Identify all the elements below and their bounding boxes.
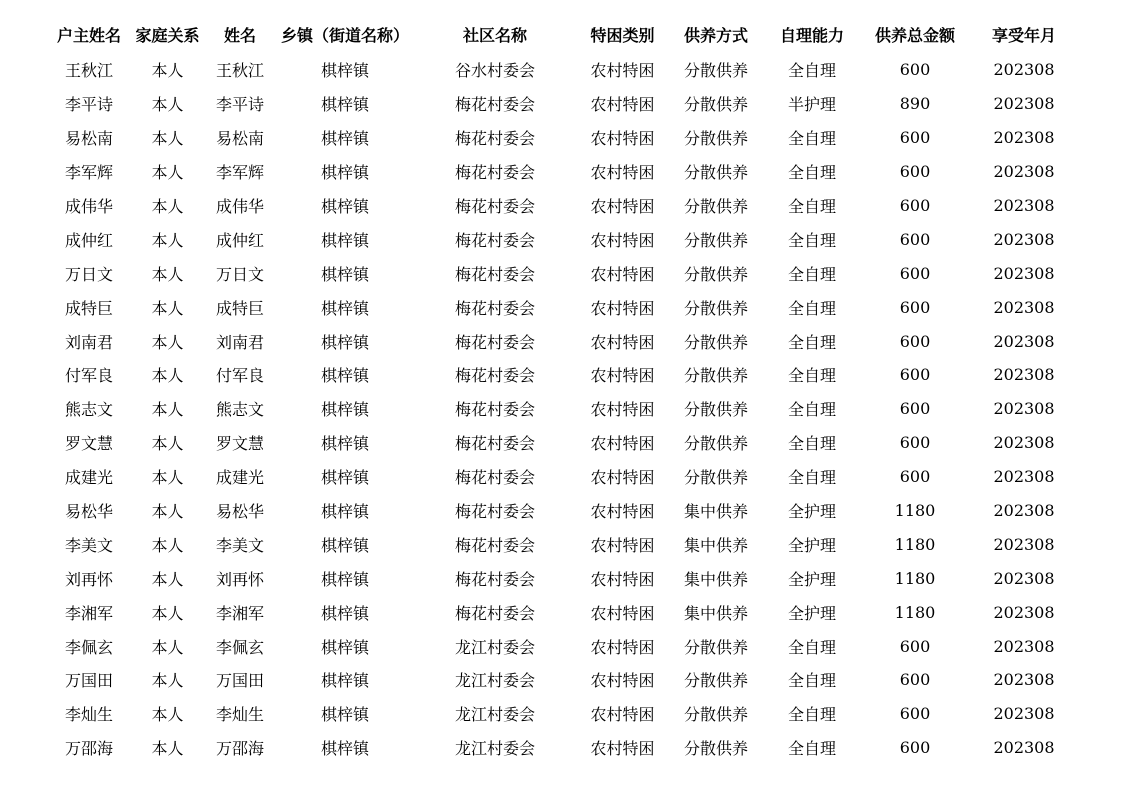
column-header-household_head_name: 户主姓名: [56, 26, 121, 45]
cell-total_support_amount: 600: [899, 433, 931, 453]
cell-poverty_category: 农村特困: [590, 468, 655, 488]
cell-family_relation: 本人: [151, 434, 184, 454]
cell-total_support_amount: 600: [899, 128, 931, 148]
column-header-community_name: 社区名称: [462, 26, 527, 45]
cell-poverty_category: 农村特困: [590, 163, 655, 183]
column-header-name: 姓名: [223, 26, 256, 45]
cell-name: 李军辉: [215, 163, 264, 183]
cell-name: 万国田: [215, 671, 264, 691]
cell-household_head_name: 熊志文: [64, 400, 113, 420]
table-row: [48, 629, 1080, 663]
cell-household_head_name: 易松华: [64, 502, 113, 522]
cell-poverty_category: 农村特困: [590, 230, 655, 250]
column-header-total_support_amount: 供养总金额: [874, 26, 955, 45]
cell-self_care_ability: 全护理: [787, 535, 836, 555]
cell-township_street_name: 棋梓镇: [320, 739, 369, 759]
cell-family_relation: 本人: [151, 129, 184, 149]
cell-community_name: 龙江村委会: [454, 671, 535, 691]
column-header-benefit_year_month: 享受年月: [991, 26, 1056, 45]
cell-name: 易松华: [215, 502, 264, 522]
table-row: [48, 392, 1080, 426]
cell-household_head_name: 李军辉: [64, 163, 113, 183]
cell-township_street_name: 棋梓镇: [320, 400, 369, 420]
cell-total_support_amount: 600: [899, 297, 931, 317]
cell-name: 李美文: [215, 535, 264, 555]
cell-township_street_name: 棋梓镇: [320, 434, 369, 454]
cell-total_support_amount: 600: [899, 636, 931, 656]
cell-benefit_year_month: 202308: [993, 94, 1055, 114]
cell-self_care_ability: 全自理: [787, 197, 836, 216]
cell-household_head_name: 罗文慧: [64, 434, 113, 454]
cell-family_relation: 本人: [151, 332, 184, 352]
cell-self_care_ability: 全护理: [787, 569, 836, 589]
cell-benefit_year_month: 202308: [993, 501, 1055, 521]
cell-household_head_name: 易松南: [64, 129, 113, 149]
cell-support_method: 分散供养: [683, 197, 748, 216]
cell-support_method: 集中供养: [683, 502, 748, 522]
cell-self_care_ability: 全自理: [787, 739, 836, 759]
cell-name: 万日文: [215, 264, 264, 284]
cell-total_support_amount: 600: [899, 399, 931, 419]
cell-community_name: 梅花村委会: [454, 535, 535, 555]
cell-township_street_name: 棋梓镇: [320, 366, 369, 386]
cell-community_name: 龙江村委会: [454, 705, 535, 725]
cell-community_name: 梅花村委会: [454, 163, 535, 183]
cell-name: 李平诗: [215, 95, 264, 115]
cell-total_support_amount: 600: [899, 704, 931, 724]
cell-township_street_name: 棋梓镇: [320, 298, 369, 318]
cell-benefit_year_month: 202308: [993, 602, 1055, 622]
cell-self_care_ability: 全自理: [787, 298, 836, 318]
cell-support_method: 分散供养: [683, 434, 748, 454]
cell-self_care_ability: 全护理: [787, 603, 836, 623]
table-row: [48, 189, 1080, 223]
cell-self_care_ability: 全自理: [787, 434, 836, 454]
cell-household_head_name: 李平诗: [64, 95, 113, 115]
cell-household_head_name: 李美文: [64, 535, 113, 555]
cell-family_relation: 本人: [151, 569, 184, 589]
column-header-family_relation: 家庭关系: [135, 26, 200, 45]
cell-township_street_name: 棋梓镇: [320, 230, 369, 250]
cell-poverty_category: 农村特困: [590, 95, 655, 115]
cell-support_method: 分散供养: [683, 61, 748, 81]
cell-poverty_category: 农村特困: [590, 739, 655, 759]
cell-household_head_name: 万日文: [64, 264, 113, 284]
cell-name: 刘南君: [215, 332, 264, 352]
cell-self_care_ability: 半护理: [787, 95, 836, 115]
cell-poverty_category: 农村特困: [590, 705, 655, 725]
cell-poverty_category: 农村特困: [590, 129, 655, 149]
cell-benefit_year_month: 202308: [993, 60, 1055, 80]
cell-family_relation: 本人: [151, 671, 184, 691]
cell-family_relation: 本人: [151, 163, 184, 183]
cell-total_support_amount: 600: [899, 162, 931, 182]
cell-name: 熊志文: [215, 400, 264, 420]
cell-township_street_name: 棋梓镇: [320, 129, 369, 149]
cell-township_street_name: 棋梓镇: [320, 264, 369, 284]
cell-name: 刘再怀: [215, 569, 264, 589]
cell-family_relation: 本人: [151, 468, 184, 488]
cell-support_method: 分散供养: [683, 95, 748, 115]
cell-benefit_year_month: 202308: [993, 433, 1055, 453]
cell-benefit_year_month: 202308: [993, 467, 1055, 487]
cell-township_street_name: 棋梓镇: [320, 61, 369, 81]
cell-name: 易松南: [215, 129, 264, 149]
cell-township_street_name: 棋梓镇: [320, 332, 369, 352]
cell-family_relation: 本人: [151, 705, 184, 725]
cell-total_support_amount: 890: [899, 94, 931, 114]
cell-family_relation: 本人: [151, 61, 184, 81]
header-row: [48, 16, 1080, 53]
cell-township_street_name: 棋梓镇: [320, 197, 369, 216]
cell-self_care_ability: 全自理: [787, 129, 836, 149]
cell-total_support_amount: 600: [899, 263, 931, 283]
cell-community_name: 梅花村委会: [454, 366, 535, 386]
cell-community_name: 梅花村委会: [454, 332, 535, 352]
cell-benefit_year_month: 202308: [993, 162, 1055, 182]
cell-community_name: 梅花村委会: [454, 298, 535, 318]
cell-support_method: 分散供养: [683, 739, 748, 759]
cell-poverty_category: 农村特困: [590, 637, 655, 657]
cell-self_care_ability: 全自理: [787, 230, 836, 250]
cell-community_name: 梅花村委会: [454, 95, 535, 115]
cell-benefit_year_month: 202308: [993, 399, 1055, 419]
cell-benefit_year_month: 202308: [993, 534, 1055, 554]
cell-household_head_name: 刘南君: [64, 332, 113, 352]
cell-total_support_amount: 600: [899, 196, 931, 215]
cell-self_care_ability: 全自理: [787, 61, 836, 81]
cell-family_relation: 本人: [151, 298, 184, 318]
cell-township_street_name: 棋梓镇: [320, 163, 369, 183]
cell-name: 万邵海: [215, 739, 264, 759]
cell-poverty_category: 农村特困: [590, 569, 655, 589]
cell-self_care_ability: 全自理: [787, 705, 836, 725]
cell-name: 王秋江: [215, 61, 264, 81]
cell-total_support_amount: 600: [899, 60, 931, 80]
cell-township_street_name: 棋梓镇: [320, 569, 369, 589]
cell-name: 李灿生: [215, 705, 264, 725]
cell-benefit_year_month: 202308: [993, 365, 1055, 385]
cell-community_name: 梅花村委会: [454, 603, 535, 623]
table-row: [48, 87, 1080, 121]
cell-support_method: 分散供养: [683, 230, 748, 250]
cell-benefit_year_month: 202308: [993, 331, 1055, 351]
cell-self_care_ability: 全自理: [787, 400, 836, 420]
cell-poverty_category: 农村特困: [590, 603, 655, 623]
cell-total_support_amount: 600: [899, 331, 931, 351]
cell-name: 成伟华: [215, 197, 264, 216]
table-row: [48, 697, 1080, 731]
cell-family_relation: 本人: [151, 400, 184, 420]
table-row: [48, 460, 1080, 494]
cell-support_method: 分散供养: [683, 468, 748, 488]
table-row: [48, 358, 1080, 392]
cell-household_head_name: 李佩玄: [64, 637, 113, 657]
cell-total_support_amount: 1180: [894, 568, 936, 588]
cell-community_name: 梅花村委会: [454, 129, 535, 149]
cell-household_head_name: 万邵海: [64, 739, 113, 759]
cell-family_relation: 本人: [151, 264, 184, 284]
cell-family_relation: 本人: [151, 502, 184, 522]
cell-community_name: 梅花村委会: [454, 197, 535, 216]
column-header-self_care_ability: 自理能力: [779, 26, 844, 45]
cell-name: 罗文慧: [215, 434, 264, 454]
cell-township_street_name: 棋梓镇: [320, 637, 369, 657]
cell-support_method: 集中供养: [683, 569, 748, 589]
cell-poverty_category: 农村特困: [590, 197, 655, 216]
cell-benefit_year_month: 202308: [993, 229, 1055, 249]
cell-support_method: 分散供养: [683, 366, 748, 386]
cell-support_method: 分散供养: [683, 400, 748, 420]
cell-name: 成建光: [215, 468, 264, 488]
cell-community_name: 梅花村委会: [454, 434, 535, 454]
column-header-poverty_category: 特困类别: [590, 26, 655, 45]
cell-benefit_year_month: 202308: [993, 128, 1055, 148]
table-row: [48, 290, 1080, 324]
cell-total_support_amount: 600: [899, 738, 931, 758]
cell-support_method: 分散供养: [683, 163, 748, 183]
cell-support_method: 分散供养: [683, 332, 748, 352]
cell-township_street_name: 棋梓镇: [320, 502, 369, 522]
cell-household_head_name: 成特巨: [64, 298, 113, 318]
subsistence-support-table: [48, 16, 1080, 765]
column-header-support_method: 供养方式: [683, 26, 748, 45]
table-row: [48, 155, 1080, 189]
cell-poverty_category: 农村特困: [590, 332, 655, 352]
cell-self_care_ability: 全自理: [787, 671, 836, 691]
cell-total_support_amount: 1180: [894, 534, 936, 554]
cell-self_care_ability: 全自理: [787, 637, 836, 657]
table-row: [48, 595, 1080, 629]
cell-poverty_category: 农村特困: [590, 61, 655, 81]
cell-benefit_year_month: 202308: [993, 297, 1055, 317]
cell-benefit_year_month: 202308: [993, 704, 1055, 724]
cell-household_head_name: 付军良: [64, 366, 113, 386]
cell-support_method: 集中供养: [683, 535, 748, 555]
table-row: [48, 324, 1080, 358]
cell-household_head_name: 刘再怀: [64, 569, 113, 589]
cell-self_care_ability: 全自理: [787, 163, 836, 183]
cell-self_care_ability: 全自理: [787, 264, 836, 284]
cell-benefit_year_month: 202308: [993, 636, 1055, 656]
cell-township_street_name: 棋梓镇: [320, 603, 369, 623]
cell-poverty_category: 农村特困: [590, 264, 655, 284]
column-header-township_street_name: 乡镇（街道名称）: [280, 26, 409, 45]
cell-community_name: 梅花村委会: [454, 230, 535, 250]
cell-household_head_name: 成建光: [64, 468, 113, 488]
cell-family_relation: 本人: [151, 603, 184, 623]
cell-community_name: 龙江村委会: [454, 637, 535, 657]
table-row: [48, 426, 1080, 460]
cell-total_support_amount: 1180: [894, 602, 936, 622]
cell-family_relation: 本人: [151, 637, 184, 657]
cell-support_method: 分散供养: [683, 264, 748, 284]
cell-name: 付军良: [215, 366, 264, 386]
cell-benefit_year_month: 202308: [993, 196, 1055, 215]
cell-name: 成特巨: [215, 298, 264, 318]
cell-township_street_name: 棋梓镇: [320, 535, 369, 555]
cell-self_care_ability: 全自理: [787, 332, 836, 352]
cell-benefit_year_month: 202308: [993, 568, 1055, 588]
cell-family_relation: 本人: [151, 197, 184, 216]
cell-total_support_amount: 600: [899, 229, 931, 249]
cell-total_support_amount: 600: [899, 467, 931, 487]
table-row: [48, 121, 1080, 155]
cell-self_care_ability: 全护理: [787, 502, 836, 522]
table-row: [48, 527, 1080, 561]
cell-total_support_amount: 1180: [894, 501, 936, 521]
cell-support_method: 分散供养: [683, 637, 748, 657]
cell-community_name: 龙江村委会: [454, 739, 535, 759]
cell-poverty_category: 农村特困: [590, 535, 655, 555]
cell-community_name: 梅花村委会: [454, 264, 535, 284]
cell-support_method: 集中供养: [683, 603, 748, 623]
table-row: [48, 256, 1080, 290]
cell-community_name: 梅花村委会: [454, 569, 535, 589]
cell-township_street_name: 棋梓镇: [320, 95, 369, 115]
table-row: [48, 494, 1080, 528]
cell-household_head_name: 成仲红: [64, 230, 113, 250]
cell-family_relation: 本人: [151, 95, 184, 115]
cell-poverty_category: 农村特困: [590, 400, 655, 420]
cell-household_head_name: 成伟华: [64, 197, 113, 216]
table-row: [48, 53, 1080, 87]
cell-poverty_category: 农村特困: [590, 366, 655, 386]
cell-benefit_year_month: 202308: [993, 263, 1055, 283]
cell-household_head_name: 王秋江: [64, 61, 113, 81]
cell-total_support_amount: 600: [899, 365, 931, 385]
cell-township_street_name: 棋梓镇: [320, 705, 369, 725]
table-row: [48, 222, 1080, 256]
cell-household_head_name: 李灿生: [64, 705, 113, 725]
cell-self_care_ability: 全自理: [787, 468, 836, 488]
cell-benefit_year_month: 202308: [993, 738, 1055, 758]
cell-household_head_name: 李湘军: [64, 603, 113, 623]
cell-name: 成仲红: [215, 230, 264, 250]
cell-family_relation: 本人: [151, 535, 184, 555]
cell-poverty_category: 农村特困: [590, 671, 655, 691]
cell-community_name: 梅花村委会: [454, 468, 535, 488]
cell-family_relation: 本人: [151, 230, 184, 250]
cell-household_head_name: 万国田: [64, 671, 113, 691]
cell-support_method: 分散供养: [683, 129, 748, 149]
cell-family_relation: 本人: [151, 739, 184, 759]
cell-benefit_year_month: 202308: [993, 670, 1055, 690]
cell-support_method: 分散供养: [683, 705, 748, 725]
table-row: [48, 731, 1080, 765]
cell-total_support_amount: 600: [899, 670, 931, 690]
cell-support_method: 分散供养: [683, 298, 748, 318]
cell-community_name: 梅花村委会: [454, 502, 535, 522]
cell-family_relation: 本人: [151, 366, 184, 386]
cell-community_name: 谷水村委会: [454, 61, 535, 81]
cell-poverty_category: 农村特困: [590, 502, 655, 522]
table-row: [48, 663, 1080, 697]
cell-poverty_category: 农村特困: [590, 434, 655, 454]
cell-name: 李佩玄: [215, 637, 264, 657]
cell-poverty_category: 农村特困: [590, 298, 655, 318]
table-row: [48, 561, 1080, 595]
cell-self_care_ability: 全自理: [787, 366, 836, 386]
cell-township_street_name: 棋梓镇: [320, 671, 369, 691]
cell-township_street_name: 棋梓镇: [320, 468, 369, 488]
cell-support_method: 分散供养: [683, 671, 748, 691]
cell-name: 李湘军: [215, 603, 264, 623]
cell-community_name: 梅花村委会: [454, 400, 535, 420]
